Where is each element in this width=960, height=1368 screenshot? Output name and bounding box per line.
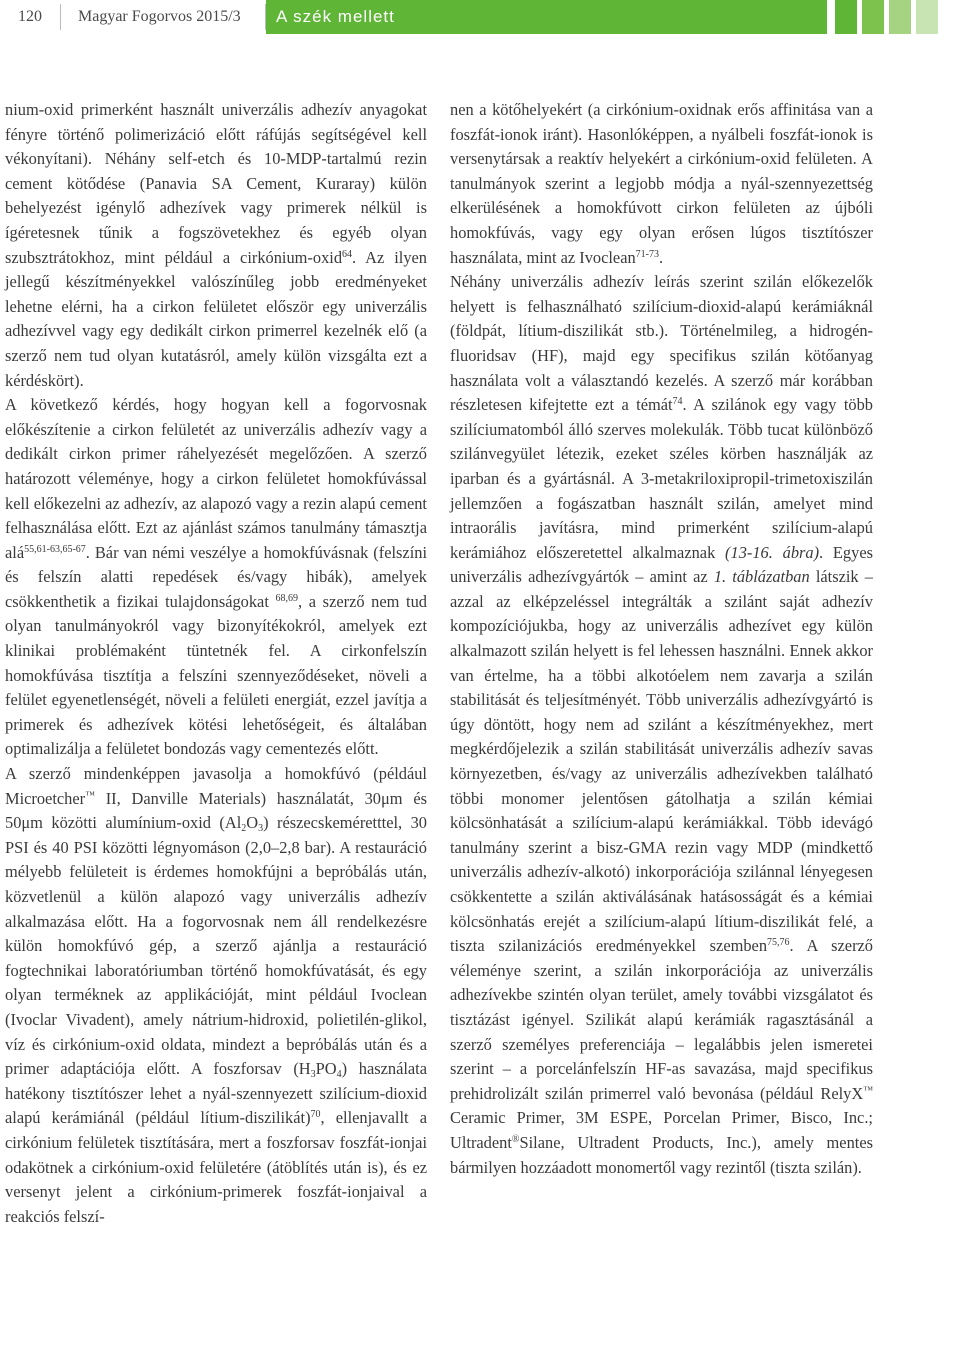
left-text-column: [5, 98, 427, 1229]
page-header: [0, 0, 960, 34]
decor-square: [835, 0, 857, 34]
section-title: A szék mellett: [276, 7, 395, 26]
header-divider: [60, 4, 61, 30]
right-text-column: [450, 98, 873, 1180]
table-reference: 1. táblázatban: [713, 567, 810, 587]
page-number: 120: [18, 8, 42, 25]
paragraph: A következő kérdés, hogy hogyan kell a fogorvosnak előkészítenie a cirkon felületét az univerzális adhezív vagy a dedikált cirkon primer ráhelyezését megelőzően. A szerző határozott véleménye, hogy a cirkon felületet homokfúvással kell előkezelni az adhezív, az alapozó vagy a rezin alapú cement felhasználása előtt. Ezt az ajánlást számos tanulmány támasztja alá$^{55,61-63,65-67}$. Bár van némi veszélye a homokfúvásnak (felszíni és felszín alatti repedések és/vagy hibák), amelyek csökkenthetik a fizikai tulajdonságokat $^{68,69}$, a szerző nem tud olyan tanulmányokról vagy bizonyítékokról, amelyek ezt klinikai problémaként tüntetnék fel. A cirkonfelszín homokfúvása tisztítja a felszíni szennyeződéseket, növeli a felület egyenetlenségét, növeli a felületi energiát, ezzel javítja a primerek és adhezívek kötési lehetőségeit, és általában optimalizálja a felületet bondozás vagy cementezés előtt.: [5, 395, 427, 759]
decor-square: [862, 0, 884, 34]
journal-title: Magyar Fogorvos 2015/3: [78, 8, 241, 25]
paragraph: A szerző mindenképpen javasolja a homokfúvó (például Microetcher™ II, Danville Materials) használatát, 30μm és 50μm közötti alumínium-oxid $(Al_2O_3)$ részecskeméretttel, 30 PSI és 40 PSI közötti légnyomáson (2,0–2,8 bar). A restauráció mélyebb felületeit is érdemes homokfújni a beprόbálás után, közvetlenül a külön alapozó vagy univerzális adhezív alkalmazása előtt. Ha a fogorvosnak nem áll rendelkezésre külön homokfúvó gép, a szerző ajánlja a restauráció fogtechnikai laboratóriumban történő homokfúvatását, és egy olyan terméknek az applikációját, mint például Ivoclean (Ivoclar Vivadent), amely nátrium-hidroxid, polietilén-glikol, víz és cirkónium-oxid oldata, mindezt a beprόbálás után és a primer adaptációja előtt. A foszforsav $(H_3PO_4)$ használata hatékony tisztítószer lehet a nyál-szennyezett szilícium-dioxid alapú kerámiánál (például lítium-diszilikát)$^{70}$, ellenjavallt a cirkónium felületek tisztítására, mert a foszforsav foszfát-ionjai odakötnek a cirkónium-oxid felületére (átöblítés után is), és ez versenyt jelent a cirkónium-primerek foszfát-ionjaival a reakciós felszí-: [5, 764, 428, 1226]
paragraph: Néhány univerzális adhezív leírás szerint szilán előkezelők helyett is felhasználható szilícium-dioxid-alapú kerámiáknál (földpát, lítium-diszilikát stb.). Történelmileg, a hidrogén-fluoridsav (HF), majd egy specifikus szilán kötőanyag használata volt a választandó kezelés. A szerző már korábban részletesen kifejtette ezt a témát$^{74}$. A szilánok egy vagy több szilíciumatomból álló szerves molekulák. Több tucat különböző szilánvegyület létezik, ezeket széles körben használják az iparban és a gyártásnál. A 3-metakriloxipropil-trimetoxiszilán jellemzően a fogászatban használt szilán, amelyet mind intraorális javításra, mind primerként szilícium-alapú kerámiához előszeretettel alkalmaznak (13-16. ábra). Egyes univerzális adhezívgyártók – amint az 1. táblázatban látszik – azzal az elképzeléssel integrálták a szilánt saját adhezív kompozíciójukba, hogy az univerzális adhezívet egy külön alkalmazott szilán helyett is fel lehessen használni. Ennek akkor van értelme, ha a többi alkotóelem nem zavarja a szilán stabilitását és teljesítményét. Több univerzális adhezívgyártó is úgy döntött, hogy nem ad szilánt a készítményekhez, mert megkérdőjelezik a szilán stabilitását univerzális adhezív savas környezetben, és/vagy az univerzális adhezívekben található többi monomer jelentősen gátolhatja a szilán kémiai kölcsönhatását a szilícium-alapú kerámiákkal. Több idevágó tanulmány szerint a bisz-GMA rezin vagy MDP (mindkettő univerzális adhezív-alkotó) inkorporációja szilánnal lényegesen csökkentette a szilán aktiválásának hatásosságát és a kémiai kölcsönhatás erejét a szilícium-alapú lítium-diszilikát felé, a tiszta szilanizációs eredményekkel szemben$^{75,76}$. A szerző véleménye szerint, a szilán inkorporációja az univerzális adhezívekbe szintén olyan terület, amely további vizsgálatot és tisztázást igényel. Szilikát alapú kerámiák ragasztásánál a szerző személyes preferenciája – legalábbis jelen ismeretei szerint – a porcelánfelszín HF-as savazása, majd specifikus prehidrolizált szilán primerrel való bevonása (például RelyX™ Ceramic Primer, 3M ESPE, Porcelan Primer, Bisco, Inc.; Ultradent®Silane, Ultradent Products, Inc.), amely mentes bármilyen hozzáadott monomertől vagy rezintől (tiszta szilán).: [450, 272, 874, 1177]
paragraph: nium-oxid primerként használt univerzális adhezív anyagokat fényre történő polimerizáció előtt ráfújás segítségével kell vékonyítani). Néhány self-etch és 10-MDP-tartalmú rezin cement kötődése (Panavia SA Cement, Kuraray) külön behelyezést igénylő adhezívek vagy primerek nélkül is ígéretesnek tűnik a fogszövetekhez és egyéb olyan szubsztrátokhoz, mint például a cirkónium-oxid$^{64}$. Az ilyen jellegű készítményekkel valószínűleg jobb eredményeket lehetne elérni, ha a cirkon felületet először egy univerzális adhezívvel vagy egy dedikált cirkon primerrel kezelnék elő (a szerző nem tud olyan kutatásról, amely külön vizsgálta ezt a kérdéskört).: [5, 100, 428, 390]
decor-square: [889, 0, 911, 34]
paragraph: nen a kötőhelyekért (a cirkónium-oxidnak erős affinitása van a foszfát-ionok iránt). Hasonlóképpen, a nyálbeli foszfát-ionok is versenytársak a reaktív helyekért a cirkónium-oxid felületen. A tanulmányok szerint a legjobb módja a nyál-szennyezettség elkerülésének a homokfúvott cirkon felületen az újbóli homokfúvás, vagy egy olyan erősen lúgos tisztítószer használata, mint az Ivoclean$^{71-73}$.: [450, 100, 873, 267]
decor-square: [916, 0, 938, 34]
figure-reference: (13-16. ábra): [725, 542, 820, 562]
